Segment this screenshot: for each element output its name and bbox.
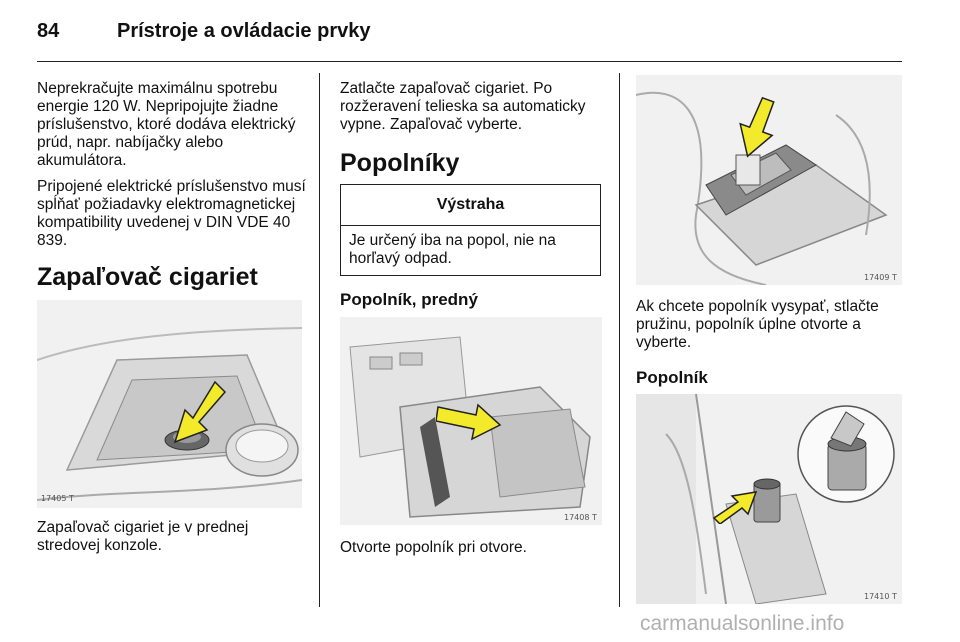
caption-text: Zapaľovač cigariet je v prednej stredovej konzole.: [37, 519, 249, 554]
section-heading-ashtrays: Popolníky: [340, 149, 460, 177]
caption-front-ashtray: [340, 539, 605, 565]
caption-cigarette-lighter: [37, 519, 312, 563]
figure-ashtray-rear: [636, 394, 902, 604]
section-heading-cigarette-lighter: Zapaľovač cigariet: [37, 263, 258, 291]
caption-text: Ak chcete popolník vysypať, stlačte pružinu, popolník úplne otvorte a vyberte.: [636, 298, 879, 351]
figure-code: 17405 T: [41, 494, 74, 503]
column-divider-1: [319, 73, 320, 607]
figure-ashtray-removal: [636, 75, 902, 285]
arrow-icon: [734, 95, 776, 159]
paragraph-lighter-usage: Zatlačte zapaľovač cigariet. Po rozžeravení telieska sa automaticky vypne. Zapaľovač vyberte.: [340, 80, 586, 133]
column-1: [37, 80, 312, 258]
warning-box: [340, 184, 601, 276]
column-divider-2: [619, 73, 620, 607]
figure-code: 17410 T: [864, 592, 897, 601]
page-number: 84: [37, 20, 60, 42]
subheading-ashtray: Popolník: [636, 368, 708, 387]
figure-front-ashtray: [340, 317, 602, 525]
caption-ashtray-removal: [636, 298, 902, 360]
figure-cigarette-lighter: [37, 300, 302, 508]
warning-title: Výstraha: [341, 185, 600, 226]
warning-text: Je určený iba na popol, nie na horľavý odpad.: [349, 232, 556, 267]
figure-code: 17409 T: [864, 273, 897, 282]
column-2: [340, 80, 605, 142]
arrow-icon: [712, 488, 758, 524]
header-divider: [37, 61, 902, 62]
subheading-front-ashtray: Popolník, predný: [340, 290, 478, 309]
paragraph-emc: Pripojené elektrické príslušenstvo musí spĺňať požiadavky elektromagnetickej kompatibility uvedenej v DIN VDE 40 839.: [37, 178, 306, 249]
arrow-icon: [436, 401, 502, 441]
watermark: carmanualsonline.info: [640, 612, 845, 635]
figure-code: 17408 T: [564, 513, 597, 522]
caption-text: Otvorte popolník pri otvore.: [340, 539, 527, 556]
paragraph-power-limit: Neprekračujte maximálnu spotrebu energie 120 W. Nepripojujte žiadne príslušenstvo, ktoré dodáva elektrický prúd, napr. nabíjačky alebo akumulátora.: [37, 80, 296, 169]
arrow-icon: [167, 380, 227, 450]
page-title: Prístroje a ovládacie prvky: [117, 20, 371, 42]
